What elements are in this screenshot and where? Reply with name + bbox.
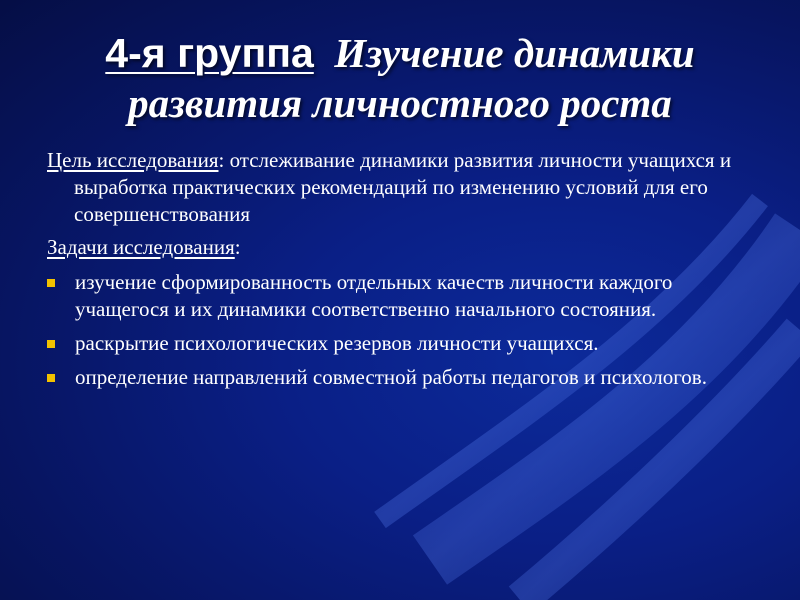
tasks-heading: Задачи исследования (47, 235, 235, 259)
task-item (47, 269, 747, 323)
task-item (47, 330, 747, 357)
bullet-square-icon (47, 340, 55, 348)
goal-heading: Цель исследования (47, 148, 219, 172)
slide-body (47, 147, 747, 398)
bullet-square-icon (47, 279, 55, 287)
tasks-heading-suffix: : (234, 235, 241, 259)
task-item (47, 364, 747, 391)
bullet-square-icon (47, 374, 55, 382)
task-item-text: раскрытие психологических резервов личности учащихся. (75, 331, 599, 355)
slide-title (40, 28, 760, 128)
task-item-text: определение направлений совместной работы педагогов и психологов. (75, 365, 707, 389)
task-item-text: изучение сформированность отдельных качеств личности каждого учащегося и их динамики соответственно начального состояния. (75, 270, 673, 321)
title-topic: Изучение динамики развития личностного роста (128, 30, 695, 126)
tasks-paragraph (47, 234, 747, 261)
title-group-label: 4-я группа (105, 30, 314, 76)
goal-paragraph (47, 147, 747, 228)
goal-text: : отслеживание динамики развития личности учащихся и выработка практических рекомендаций по изменению условий для его совершенствования (74, 148, 732, 226)
